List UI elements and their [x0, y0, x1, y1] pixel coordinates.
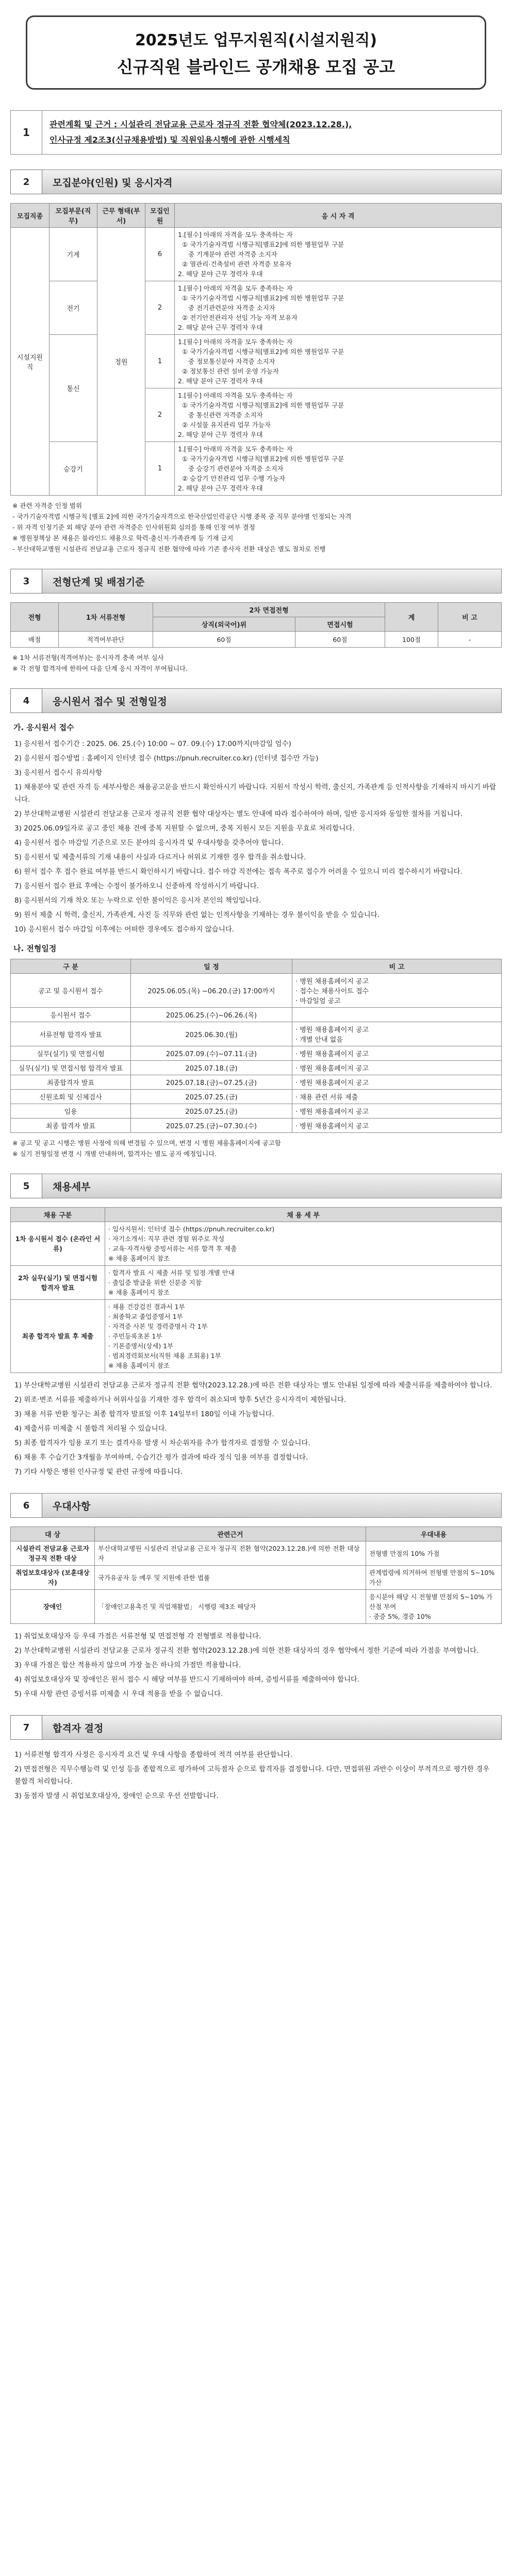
score-table — [10, 602, 502, 648]
th-job-type: 모집직종 — [11, 204, 49, 228]
th-total: 계 — [385, 603, 438, 632]
qualification-line: 2. 해당 분야 근무 경력자 우대 — [178, 484, 263, 492]
section-3-number: 3 — [10, 569, 42, 594]
employment-type: 정원 — [97, 228, 145, 496]
schedule-note: · 채용 관련 서류 제출 — [292, 1090, 502, 1104]
th-sched-date: 일 정 — [131, 959, 292, 974]
schedule-row — [11, 1046, 502, 1061]
schedule-notes — [12, 1138, 500, 1159]
section-2-note: - 국가기술자격법 시행규칙 [별표 2]에 의한 국가기술자격으로 한국산업인력공단 시행 종목 중 직무 분야별 인정되는 자격 — [12, 513, 352, 520]
preference-row — [11, 1566, 502, 1590]
qualification-line: 1.[필수] 아래의 자격을 모두 충족하는 자 — [178, 338, 293, 346]
preference-target: 취업보호대상자 (보훈대상자) — [11, 1566, 95, 1590]
schedule-stage: 임용 — [11, 1104, 131, 1118]
recruit-count: 2 — [145, 388, 175, 442]
submit-row — [11, 1266, 502, 1300]
section-4-number: 4 — [10, 688, 42, 713]
section-2 — [10, 170, 502, 554]
section-7-paragraph: 2) 면접전형은 직무수행능력 및 인성 등을 종합적으로 평가하여 고득점자 순으로 합격자를 결정합니다. 다만, 면접위원 과반수 이상이 부적격으로 평가한 경우 불합격 처리합니다. — [14, 1765, 490, 1786]
schedule-date: 2025.07.25.(금) — [131, 1090, 292, 1104]
score-doc: 적격여부판단 — [59, 632, 153, 648]
recruit-count: 1 — [145, 442, 175, 496]
section-7-paragraph: 3) 동점자 발생 시 취업보호대상자, 장애인 순으로 우선 선발합니다. — [14, 1792, 219, 1800]
section-2-header — [10, 170, 502, 194]
section-4-sub1: 가. 응시원서 접수 — [13, 723, 74, 732]
submit-line: · 주민등록초본 1부 — [108, 1332, 162, 1340]
section-4-title: 응시원서 접수 및 전형일정 — [42, 688, 502, 713]
section-4-paragraphs — [14, 738, 498, 936]
schedule-stage: 응시원서 접수 — [11, 1008, 131, 1022]
qualification-line: ① 국가기술자격법 시행규칙[별표2]에 의한 병원업무 구분 — [178, 294, 344, 302]
score-total: 100점 — [385, 632, 438, 648]
submit-line: · 교육·자격사항 증빙서류는 서류 합격 후 제출 — [108, 1245, 237, 1252]
schedule-note: · 병원 채용홈페이지 공고 — [292, 1104, 502, 1118]
th-interview-stage: 2차 면접전형 — [153, 603, 385, 617]
preference-basis: 부산대학교병원 시설관리 전담교용 근로자 정규직 전환 협약(2023.12.28.)에 의한 전환 대상자 — [95, 1541, 366, 1566]
section-3-note: ※ 각 전형 합격자에 한하여 다음 단계 응시 자격이 부여됩니다. — [12, 665, 188, 672]
section-1-number: 1 — [11, 111, 42, 154]
section-6-paragraph: 3) 우대 가점은 합산 적용하지 않으며 가장 높은 하나의 가점만 적용합니다. — [14, 1661, 241, 1669]
section-2-number: 2 — [10, 170, 42, 194]
section-6-paragraph: 4) 취업보호대상자 및 장애인은 원서 접수 시 해당 여부를 반드시 기재하여야 하며, 증빙서류를 제출하여야 합니다. — [14, 1675, 360, 1684]
th-sched-note: 비 고 — [292, 959, 502, 974]
section-2-note: ※ 병원정책상 본 채용은 블라인드 채용으로 학력·출신지·가족관계 등 기재 금지 — [12, 534, 234, 542]
section-5-number: 5 — [10, 1174, 42, 1198]
section-3-title: 전형단계 및 배점기준 — [42, 569, 502, 594]
section-1-line1: 관련계획 및 근거 : 시설관리 전담교용 근로자 정규직 전환 협약체(2023.12.28.), — [49, 120, 352, 129]
preference-basis: 국가유공자 등 예우 및 지원에 관한 법률 — [95, 1566, 366, 1590]
submit-detail — [105, 1300, 502, 1373]
submit-line: · 범죄경력회보서(직원 채용 조회용) 1부 — [108, 1352, 221, 1360]
section-3 — [10, 569, 502, 673]
schedule-stage: 최종합격자 발표 — [11, 1075, 131, 1090]
qualification-line: 1.[필수] 아래의 자격을 모두 충족하는 자 — [178, 392, 293, 399]
recruit-count: 2 — [145, 281, 175, 335]
th-pref-content: 우대내용 — [366, 1527, 502, 1541]
schedule-note: · 병원 채용홈페이지 공고 · 개별 안내 없음 — [292, 1022, 502, 1046]
schedule-row — [11, 1118, 502, 1133]
th-sub-b: 면접시험 — [295, 617, 385, 632]
schedule-row — [11, 1008, 502, 1022]
submit-line: · 기본증명서(상세) 1부 — [108, 1342, 174, 1350]
section-5-paragraph: 4) 제출서류 미제출 시 불합격 처리될 수 있습니다. — [14, 1425, 167, 1433]
submit-line: · 합격자 발표 시 제출 서류 및 일정 개별 안내 — [108, 1269, 235, 1277]
th-sub-a: 상직(외국어)위 — [153, 617, 295, 632]
section-5-paragraph: 7) 기타 사항은 병원 인사규정 및 관련 규정에 따릅니다. — [14, 1468, 183, 1476]
section-5-paragraphs — [14, 1379, 498, 1478]
schedule-row — [11, 1075, 502, 1090]
submit-kind: 1차 응시원서 접수 (온라인 서류) — [11, 1222, 105, 1266]
section-4-paragraph: 10) 응시원서 접수 마감일 이후에는 어떠한 경우에도 접수하지 않습니다. — [14, 925, 235, 934]
submit-detail — [105, 1222, 502, 1266]
schedule-note: · 병원 채용홈페이지 공고 — [292, 1061, 502, 1075]
schedule-note: ※ 실기 전형일정 변경 시 개별 안내하며, 합격자는 별도 공지 예정입니다. — [12, 1150, 217, 1158]
section-5 — [10, 1174, 502, 1478]
schedule-row — [11, 974, 502, 1008]
qualification — [175, 335, 502, 388]
section-4-paragraph: 7) 응시원서 접수 완료 후에는 수정이 불가하오니 신중하게 작성하시기 바랍니다. — [14, 882, 259, 890]
schedule-row — [11, 1061, 502, 1075]
section-4-paragraph: 3) 응시원서 접수시 유의사항 — [14, 769, 103, 777]
schedule-date: 2025.07.25.(금) — [131, 1104, 292, 1118]
section-2-note: - 위 자격 인정기준 외 해당 분야 관련 자격증은 인사위원회 심의를 통해 인정 여부 결정 — [12, 523, 255, 531]
job-field: 기계 — [49, 228, 97, 281]
schedule-stage: 최종 합격자 발표 — [11, 1118, 131, 1133]
qualification-line: 2. 해당 분야 근무 경력자 우대 — [178, 270, 263, 278]
title-box — [26, 15, 486, 90]
job-field: 통신 — [49, 335, 97, 442]
schedule-table — [10, 959, 502, 1133]
section-3-header — [10, 569, 502, 593]
submit-line: · 자기소개서: 직무 관련 경험 위주로 작성 — [108, 1235, 225, 1243]
qualification-line: 2. 해당 분야 근무 경력자 우대 — [178, 431, 263, 438]
section-7-paragraphs — [14, 1749, 498, 1802]
section-4-paragraph: 8) 응시원서의 기재 착오 또는 누락으로 인한 불이익은 응시자 본인의 책임입니다. — [14, 896, 261, 905]
job-field: 승강기 — [49, 442, 97, 496]
submit-line: · 입사지원서: 인터넷 접수 (https://pnuh.recruiter.co.kr) — [108, 1225, 275, 1233]
th-pref-target: 대 상 — [11, 1527, 95, 1541]
th-pref-basis: 관련근거 — [95, 1527, 366, 1541]
section-4-paragraph: 2) 부산대학교병원 시설관리 전담교용 근로자 정규직 전환 협약 대상자는 별도 안내에 따라 접수하여야 하며, 일반 응시자와 동일한 절차를 거칩니다. — [14, 810, 463, 818]
score-label: 배점 — [11, 632, 59, 648]
qualification-line: 1.[필수] 아래의 자격을 모두 충족하는 자 — [178, 284, 293, 292]
section-5-paragraph: 6) 채용 후 수습기간 3개월을 부여하며, 수습기간 평가 결과에 따라 정식 임용 여부를 결정합니다. — [14, 1453, 308, 1462]
qualification-line: 중 승강기 관련분야 자격증 소지자 — [178, 465, 284, 472]
recruit-row — [11, 228, 502, 281]
qualification-line: ① 국가기술자격법 시행규칙[별표2]에 의한 병원업무 구분 — [178, 455, 344, 463]
schedule-note: · 병원 채용홈페이지 공고 — [292, 1118, 502, 1133]
title-line1: 2025년도 업무지원직(시설지원직) — [135, 31, 377, 49]
section-2-note: ※ 관련 자격증 인정 범위 — [12, 502, 82, 510]
th-doc-stage: 1차 서류전형 — [59, 603, 153, 632]
preference-row — [11, 1541, 502, 1566]
section-2-note: - 부산대학교병원 시설관리 전담교용 근로자 정규직 전환 협약에 따라 기존 종사자 전환 대상은 별도 절차로 진행 — [12, 545, 326, 553]
th-job-field: 모집부문(직무) — [49, 204, 97, 228]
schedule-note — [292, 1008, 502, 1022]
section-7-number: 7 — [10, 1715, 42, 1740]
qualification — [175, 442, 502, 496]
preference-basis: 「장애인고용촉진 및 직업재활법」 시행령 제3조 해당자 — [95, 1590, 366, 1624]
section-4-paragraph: 5) 응시원서 및 제출서류의 기재 내용이 사실과 다르거나 허위로 기재한 경우 합격을 취소합니다. — [14, 853, 306, 861]
submit-line: · 채용 건강검진 결과서 1부 — [108, 1303, 185, 1311]
submit-line: ※ 채용 홈페이지 참조 — [108, 1362, 170, 1369]
section-1-box — [10, 110, 502, 155]
preference-content: 응시분야 해당 시 전형별 만점의 5~10% 가산점 부여 · 중증 5%, 경증 10% — [366, 1590, 502, 1624]
schedule-note: ※ 공고 및 공고 시행은 병원 사정에 의해 변경될 수 있으며, 변경 시 병원 채용홈페이지에 공고함 — [12, 1139, 281, 1147]
qualification-line: 2. 해당 분야 근무 경력자 우대 — [178, 324, 263, 331]
section-7-title: 합격자 결정 — [42, 1715, 502, 1740]
qualification-line: 중 정보통신분야 자격증 소지자 — [178, 358, 275, 365]
section-5-paragraph: 1) 부산대학교병원 시설관리 전담교용 근로자 정규직 전환 협약(2023.12.28.)에 따른 전환 대상자는 별도 안내된 일정에 따라 제출서류를 제출하여야 합니다. — [14, 1381, 492, 1389]
section-5-header — [10, 1174, 502, 1198]
section-6-number: 6 — [10, 1493, 42, 1518]
section-4-paragraph: 4) 응시원서 접수 마감일 기준으로 모든 분야의 응시자격 및 우대사항을 갖추어야 합니다. — [14, 839, 284, 847]
th-note: 비 고 — [438, 603, 502, 632]
qualification — [175, 281, 502, 335]
qualification-line: 2. 해당 분야 근무 경력자 우대 — [178, 377, 263, 385]
preference-content: 관계법령에 의거하여 전형별 만점의 5~10% 가산 — [366, 1566, 502, 1590]
th-count: 모집인원 — [145, 204, 175, 228]
section-5-paragraph: 3) 채용 서류 반환 청구는 최종 합격자 발표일 이후 14일부터 180일 이내 가능합니다. — [14, 1410, 274, 1418]
qualification-line: ① 국가기술자격법 시행규칙[별표2]에 의한 병원업무 구분 — [178, 348, 344, 355]
schedule-date: 2025.06.30.(월) — [131, 1022, 292, 1046]
qualification-line: ① 국가기술자격법 시행규칙[별표2]에 의한 병원업무 구분 — [178, 401, 344, 409]
section-4-paragraph: 2) 응시원서 접수방법 : 홈페이지 인터넷 접수 (https://pnuh.recruiter.co.kr) (인터넷 접수만 가능) — [14, 754, 319, 762]
section-6-paragraph: 2) 부산대학교병원 시설관리 전담교용 근로자 정규직 전환 협약(2023.12.28.)에 의한 전환 대상자의 경우 협약에서 정한 기준에 따라 가점을 부여합니다. — [14, 1647, 479, 1655]
recruit-row — [11, 281, 502, 335]
section-3-notes — [12, 653, 500, 673]
schedule-note: · 병원 채용홈페이지 공고 — [292, 1046, 502, 1061]
qualification-line: ② 열관리·건축설비 관련 자격증 보유자 — [178, 260, 292, 268]
section-6-title: 우대사항 — [42, 1493, 502, 1518]
recruit-count: 1 — [145, 335, 175, 388]
th-sched-stage: 구 분 — [11, 959, 131, 974]
schedule-row — [11, 1022, 502, 1046]
qualification-line: ② 정보통신 관련 설비 운영 가능자 — [178, 367, 279, 375]
submit-kind: 2차 실무(실기) 및 면접시험 합격자 발표 — [11, 1266, 105, 1300]
schedule-date: 2025.07.09.(수)~07.11.(금) — [131, 1046, 292, 1061]
recruit-count: 6 — [145, 228, 175, 281]
qualification-line: 1.[필수] 아래의 자격을 모두 충족하는 자 — [178, 445, 293, 453]
schedule-stage: 공고 및 응시원서 접수 — [11, 974, 131, 1008]
score-note: - — [438, 632, 502, 648]
submit-table — [10, 1207, 502, 1373]
qualification — [175, 228, 502, 281]
section-6-paragraphs — [14, 1630, 498, 1700]
th-submit-detail: 채 용 세 부 — [105, 1208, 502, 1222]
score-sub-a: 60점 — [153, 632, 295, 648]
schedule-date: 2025.07.18.(금) — [131, 1061, 292, 1075]
schedule-stage: 실무(실기) 및 면접시험 — [11, 1046, 131, 1061]
qualification-line: ① 국가기술자격법 시행규칙[별표2]에 의한 병원업무 구분 — [178, 241, 344, 248]
section-4-paragraph: 1) 응시원서 접수기간 : 2025. 06. 25.(수) 10:00 ~ 07. 09.(수) 17:00까지(마감일 엄수) — [14, 740, 291, 748]
section-4 — [10, 689, 502, 1159]
qualification-line: ② 승강기 안전관리 업무 수행 가능자 — [178, 474, 286, 482]
qualification-line: ② 시설물 유지관리 업무 가능자 — [178, 421, 271, 429]
submit-line: ※ 채용 홈페이지 참조 — [108, 1255, 170, 1262]
page — [10, 0, 502, 1802]
submit-row — [11, 1222, 502, 1266]
submit-line: ※ 채용 홈페이지 참조 — [108, 1289, 170, 1296]
qualification-line: 중 기계분야 관련 자격증 소지자 — [178, 250, 277, 258]
schedule-stage: 서류전형 합격자 발표 — [11, 1022, 131, 1046]
section-6-paragraph: 1) 취업보호대상자 등 우대 가점은 서류전형 및 면접전형 각 전형별로 적용합니다. — [14, 1632, 261, 1640]
section-4-paragraph: 9) 원서 제출 시 학력, 출신지, 가족관계, 사진 등 직무와 관련 없는 인적사항을 기재하는 경우 불이익을 받을 수 있습니다. — [14, 911, 380, 919]
section-3-note: ※ 1차 서류전형(적격여부)는 응시자격 충족 여부 심사 — [12, 654, 164, 662]
qualification-line: ② 전기안전관리자 선임 가능 자격 보유자 — [178, 314, 298, 321]
schedule-row — [11, 1090, 502, 1104]
schedule-date: 2025.07.18.(금)~07.25.(금) — [131, 1075, 292, 1090]
submit-line: · 자격증 사본 및 경력증명서 각 1부 — [108, 1323, 208, 1330]
section-4-paragraph: 1) 채용분야 및 관련 자격 등 세부사항은 채용공고문을 반드시 확인하시기 바랍니다. 지원서 작성시 학력, 출신지, 가족관계 등 인적사항을 기재하지 마시기 바랍니다. — [14, 783, 497, 804]
qualification — [175, 388, 502, 442]
th-stage: 전형 — [11, 603, 59, 632]
section-5-paragraph: 2) 위조·변조 서류를 제출하거나 허위사실을 기재한 경우 합격이 취소되며 향후 5년간 응시자격이 제한됩니다. — [14, 1396, 346, 1404]
job-field: 전기 — [49, 281, 97, 335]
title-line2: 신규직원 블라인드 공개채용 모집 공고 — [117, 57, 395, 77]
preference-target: 장애인 — [11, 1590, 95, 1624]
recruit-row — [11, 335, 502, 388]
preference-row — [11, 1590, 502, 1624]
section-1-line2: 인사규정 제2조3(신규채용방법) 및 직원임용시행에 관한 시행세칙 — [49, 135, 290, 145]
schedule-note: · 병원 채용홈페이지 공고 — [292, 1075, 502, 1090]
th-work-type: 근무 형태(부서) — [97, 204, 145, 228]
section-1-text — [42, 111, 501, 154]
section-2-title: 모집분야(인원) 및 응시자격 — [42, 170, 502, 194]
recruit-row — [11, 442, 502, 496]
score-sub-b: 60점 — [295, 632, 385, 648]
schedule-date: 2025.06.25.(수)~06.26.(목) — [131, 1008, 292, 1022]
preference-target: 시설관리 전담교용 근로자 정규직 전환 대상 — [11, 1541, 95, 1566]
submit-line: · 출입증 발급을 위한 신분증 지참 — [108, 1279, 202, 1286]
section-6-header — [10, 1494, 502, 1517]
section-4-header — [10, 689, 502, 713]
section-2-notes — [12, 501, 500, 554]
schedule-date: 2025.07.25.(금)~07.30.(수) — [131, 1118, 292, 1133]
qualification-line: 중 통신관련 자격증 소지자 — [178, 411, 263, 419]
preference-content: 전형별 만점의 10% 가점 — [366, 1541, 502, 1566]
schedule-stage: 신원조회 및 신체검사 — [11, 1090, 131, 1104]
submit-kind: 최종 합격자 발표 후 제출 — [11, 1300, 105, 1373]
section-1 — [10, 110, 502, 155]
submit-line: · 최종학교 졸업증명서 1부 — [108, 1313, 183, 1320]
th-qualification: 응 시 자 격 — [175, 204, 502, 228]
section-7-header — [10, 1716, 502, 1739]
section-7 — [10, 1716, 502, 1802]
qualification-line: 중 전기관련분야 자격증 소지자 — [178, 304, 275, 312]
schedule-row — [11, 1104, 502, 1118]
section-4-paragraph: 6) 원서 접수 후 접수 완료 여부를 반드시 확인하시기 바랍니다. 접수 마감 직전에는 접속 폭주로 접수가 어려울 수 있으니 미리 접수하시기 바랍니다. — [14, 868, 463, 876]
section-7-paragraph: 1) 서류전형 합격자 사정은 응시자격 요건 및 우대 사항을 종합하여 적격 여부를 판단합니다. — [14, 1751, 293, 1759]
section-4-sub2: 나. 전형일정 — [13, 944, 57, 953]
th-submit-kind: 채용 구분 — [11, 1208, 105, 1222]
schedule-stage: 실무(실기) 및 면접시험 합격자 발표 — [11, 1061, 131, 1075]
schedule-note: · 병원 채용홈페이지 공고 · 접수는 채용사이트 접수 · 마감일엄 공고 — [292, 974, 502, 1008]
job-category: 시설지원직 — [11, 228, 49, 496]
schedule-date: 2025.06.05.(목) ~06.20.(금) 17:00까지 — [131, 974, 292, 1008]
submit-row — [11, 1300, 502, 1373]
recruit-table — [10, 203, 502, 496]
section-4-paragraph: 3) 2025.06.09일자로 공고 중인 채용 건에 중복 지원할 수 없으며, 중복 지원시 모든 지원을 무효로 처리합니다. — [14, 824, 355, 833]
submit-detail — [105, 1266, 502, 1300]
qualification-line: 1.[필수] 아래의 자격을 모두 충족하는 자 — [178, 231, 293, 239]
section-6 — [10, 1494, 502, 1700]
preference-table — [10, 1527, 502, 1624]
section-6-paragraph: 5) 우대 사항 관련 증빙서류 미제출 시 우대 적용을 받을 수 없습니다. — [14, 1690, 223, 1698]
section-5-paragraph: 5) 최종 합격자가 임용 포기 또는 결격사유 발생 시 차순위자를 추가 합격자로 결정할 수 있습니다. — [14, 1439, 310, 1447]
section-5-title: 채용세부 — [42, 1174, 502, 1198]
